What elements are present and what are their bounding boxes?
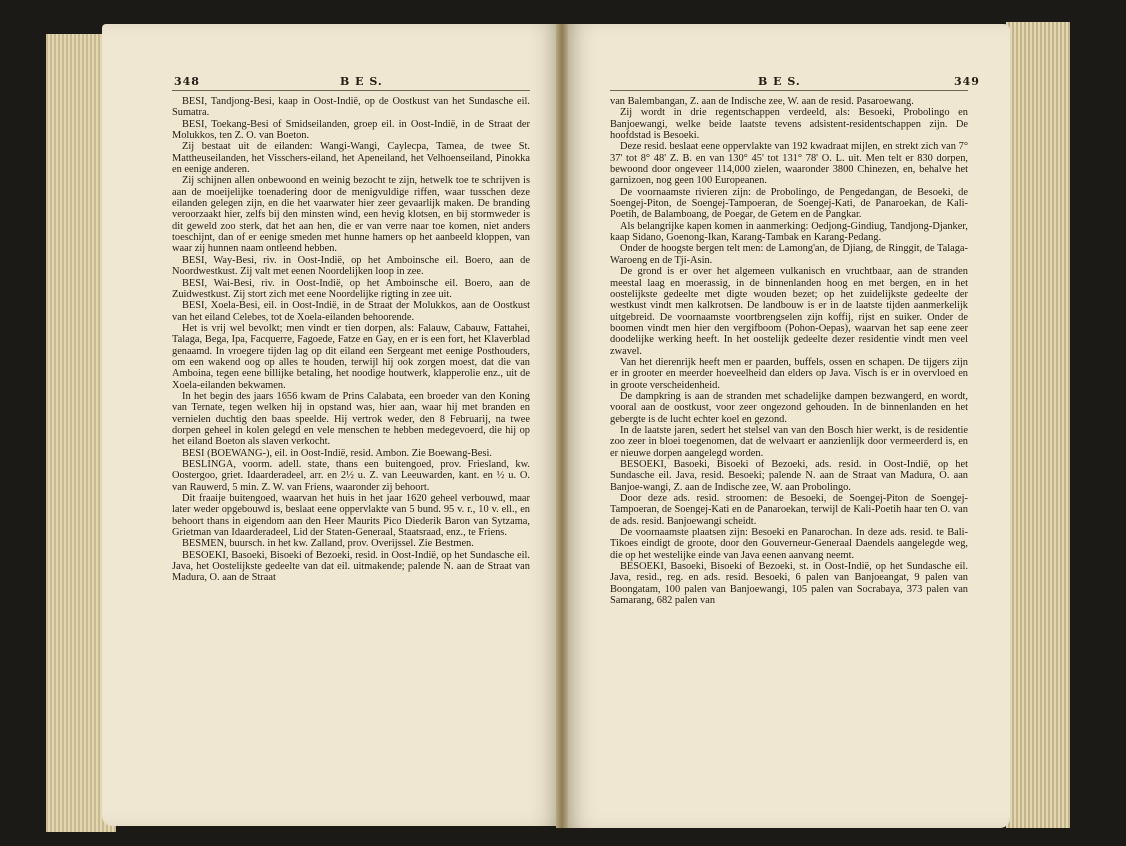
right-page-paragraph: In de laatste jaren, sedert het stelsel van van den Bosch hier werkt, is de residentie zoo zeer in bloei toegenomen, dat de welvaart er aanzienlijk door vermeerderd is, en er nieuwe dorpen aangelegd worden.	[610, 424, 968, 459]
right-text-column	[610, 96, 968, 811]
right-page-number: 349	[954, 75, 980, 88]
right-page-paragraph: Zij wordt in drie regentschappen verdeeld, als: Besoeki, Probolingo en Banjoewangi, welke beide laatste tevens adsistent-residentschappen zijn. De hoofdstad is Besoeki.	[610, 107, 968, 142]
right-page-header: B E S.	[758, 75, 801, 88]
right-page-paragraph: Deze resid. beslaat eene oppervlakte van 192 kwadraat mijlen, en strekt zich van 7° 37' tot 8° 48' Z. B. en van 130° 45' tot 131° 78' O. L. uit. Men telt er 830 dorpen, bewoond door ongeveer 114,000 zielen, waaronder 3800 Chinezen, en, behalve het garnizoen, nog geen 100 Europeanen.	[610, 141, 968, 187]
left-page-paragraph: BESOEKI, Basoeki, Bisoeki of Bezoeki, resid. in Oost-Indië, op het Sundasche eil. Java, het Oostelijkste gedeelte van dat eil. uitmakende; palende N. aan de Straat van Madura, O. aan de Straat	[172, 549, 530, 584]
left-page	[102, 24, 564, 826]
left-page-paragraph: BESI, Xoela-Besi, eil. in Oost-Indië, in de Straat der Molukkos, aan de Oostkust van het eiland Celebes, tot de Xoela-eilanden behoorende.	[172, 300, 530, 323]
left-page-paragraph: BESMEN, buursch. in het kw. Zalland, prov. Overijssel. Zie Bestmen.	[182, 538, 474, 550]
right-page-paragraph: De dampkring is aan de stranden met schadelijke dampen bezwangerd, en wordt, vooral aan de oostkust, voor zeer ongezond gehouden. In de binnenlanden en het gebergte is de lucht echter koel en gezond.	[610, 390, 968, 425]
left-page-paragraph: Zij schijnen allen onbewoond en weinig bezocht te zijn, hetwelk toe te schrijven is aan de moeijelijke toenadering door de menigvuldige riffen, waar tusschen deze eilanden gelegen zijn, en die het vaarwater hier zeer gevaarlijk maken. De branding veroorzaakt hier, zelfs bij den minsten wind, een hevig klotsen, en bij stormweder is dit geweld zoo sterk, dat het aan hen, die er van verre naar toe komen, niet anders toeschijnt, dan of er eenige smeden met hunne hamers op het aanbeeld kloppen, van waar zij hunnen naam ontleend hebben.	[172, 175, 530, 255]
left-page-paragraph: BESI, Wai-Besi, riv. in Oost-Indië, op het Amboinsche eil. Boero, aan de Zuidwestkust. Zij stort zich met eene Noordelijke rigting in zee uit.	[172, 277, 530, 300]
left-text-column	[172, 96, 530, 811]
right-page	[562, 24, 1010, 828]
right-page-paragraph: De voornaamste plaatsen zijn: Besoeki en Panarochan. In deze ads. resid. te Bali-Tikoes eindigt de groote, door den Gouverneur-Generaal Daendels aangelegde weg, die op het westelijke einde van Java eenen aanvang neemt.	[610, 527, 968, 561]
right-header-rule	[610, 90, 968, 91]
left-page-number: 348	[174, 75, 200, 88]
left-page-paragraph: Het is vrij wel bevolkt; men vindt er tien dorpen, als: Falauw, Cabauw, Fattahei, Talaga, Bega, Ipa, Facquerre, Fagoede, Fatze en Gay, en er is een fort, het Klaverblad genaamd. In vroegere tijden lag op dit eiland een Sergeant met eenige Posthouders, om een wakend oog op alles te houden, terwijl hij ook zorgen moest, dat die van Amboina, tegen eene billijke betaling, het noodige houtwerk, klapperolie enz., uit de Xoela-eilanden bekwamen.	[172, 322, 530, 391]
left-page-paragraph: Dit fraaije buitengoed, waarvan het huis in het jaar 1620 geheel verbouwd, maar later weder opgebouwd is, beslaat eene oppervlakte van 5 bund. 95 v. r., 10 v. ell., en behoort thans in eigendom aan den Heer Maurits Pico Diederik Baron van Sytzama, Grietman van Idaarderadeel, Lid der Staten-Generaal, Staatsraad, enz., te Friens.	[172, 493, 530, 539]
right-page-paragraph: BESOEKI, Basoeki, Bisoeki of Bezoeki, st. in Oost-Indië, op het Sundasche eil. Java, resid., reg. en ads. resid. Besoeki, 6 palen van Banjoeangat, 9 palen van Boongatam, 100 palen van Banjoewangi, 105 palen van Socrabaya, 373 palen van Samarang, 682 palen van	[610, 561, 968, 607]
right-page-paragraph: van Balembangan, Z. aan de Indische zee, W. aan de resid. Pasaroewang.	[610, 96, 914, 107]
book-gutter	[556, 24, 568, 828]
left-page-paragraph: BESI (BOEWANG-), eil. in Oost-Indië, resid. Ambon. Zie Boewang-Besi.	[182, 447, 492, 459]
right-page-paragraph: Van het dierenrijk heeft men er paarden, buffels, ossen en schapen. De tijgers zijn er in grooter en meerder hoeveelheid dan elders op Java. Visch is er in overvloed en in groote verscheidenheid.	[610, 356, 968, 391]
left-page-paragraph: BESI, Toekang-Besi of Smidseilanden, groep eil. in Oost-Indië, in de Straat der Molukkos, ten Z. O. van Boeton.	[172, 118, 530, 142]
left-page-paragraph: Zij bestaat uit de eilanden: Wangi-Wangi, Caylecpa, Tamea, de twee St. Mattheuseilanden, het Visschers-eiland, het Apeneiland, het Velhoenseiland, Pinokka en eenige anderen.	[172, 141, 530, 176]
right-page-edges	[1006, 22, 1070, 828]
left-page-paragraph: BESI, Way-Besi, riv. in Oost-Indië, op het Amboinsche eil. Boero, aan de Noordwestkust. Zij valt met eenen Noordelijken loop in zee.	[172, 254, 530, 278]
left-header-rule	[172, 90, 530, 91]
left-page-paragraph: BESI, Tandjong-Besi, kaap in Oost-Indië, op de Oostkust van het Sundasche eil. Sumatra.	[172, 96, 530, 119]
right-page-paragraph: De voornaamste rivieren zijn: de Probolingo, de Pengedangan, de Besoeki, de Soengej-Piton, de Soengej-Tampoeran, de Soengej-Kati, de Panaroekan, de Kali-Poetih, de Balamboang, de Poegar, de Getem en de Pangkar.	[610, 186, 968, 221]
left-page-paragraph: In het begin des jaars 1656 kwam de Prins Calabata, een broeder van den Koning van Ternate, tegen welken hij in opstand was, hier aan, waar hij met branden en vernielen duchtig den baas speelde. Hij vertrok weder, den 8 Februarij, na twee dorpen geheel in kolen gelegd en vele menschen te hebben medegevoerd, die hij op het eiland Boeton als slaven verkocht.	[172, 390, 530, 448]
right-page-paragraph: Als belangrijke kapen komen in aanmerking: Oedjong-Gindiug, Tandjong-Djanker, kaap Sidano, Goenong-Ikan, Karang-Tambak en Karang-Pedang.	[610, 220, 968, 244]
right-page-paragraph: Door deze ads. resid. stroomen: de Besoeki, de Soengej-Piton de Soengej-Tampoeran, de Soengej-Kati en de Panaroekan, terwijl de Kali-Poetih haar ten O. van de ads. resid. Banjoewangi scheidt.	[610, 493, 968, 527]
right-page-paragraph: Onder de hoogste bergen telt men: de Lamong'an, de Djiang, de Ringgit, de Talaga-Waroeng en de Tji-Asin.	[610, 243, 968, 266]
right-page-paragraph: BESOEKI, Basoeki, Bisoeki of Bezoeki, ads. resid. in Oost-Indië, op het Sundasche eil. Java, resid. Besoeki; palende N. aan de Straat van Madura, O. aan Banjoe-wangi, Z. aan de Indische zee, W. aan Probolingo.	[610, 459, 968, 493]
left-page-paragraph: BESLINGA, voorm. adell. state, thans een buitengoed, prov. Friesland, kw. Oostergoo, griet. Idaarderadeel, arr. en 2½ u. Z. van Leeuwarden, kant. en ½ u. O. van Rauwerd, 5 min. Z. W. van Friens, waaronder zij behoort.	[172, 459, 530, 493]
left-page-header: B E S.	[340, 75, 383, 88]
right-page-paragraph: De grond is er over het algemeen vulkanisch en vruchtbaar, aan de stranden meestal laag en moerassig, in de binnenlanden hoog en met bergen, en in het oostelijkste gedeelte met digte wouden bezet; op het zuidelijkste gedeelte der westkust vindt men kalkrotsen. De landbouw is er in de laatste tijden aanmerkelijk uitgebreid. De voornaamste voortbrengselen zijn koffij, rijst en suiker. Onder de boomen vindt men hier den vergifboom (Pohon-Oepas), waarvan het sap eene zeer doodelijke werking heeft. In het oostelijk gedeelte dezer residentie vindt men veel zwavel.	[610, 266, 968, 357]
